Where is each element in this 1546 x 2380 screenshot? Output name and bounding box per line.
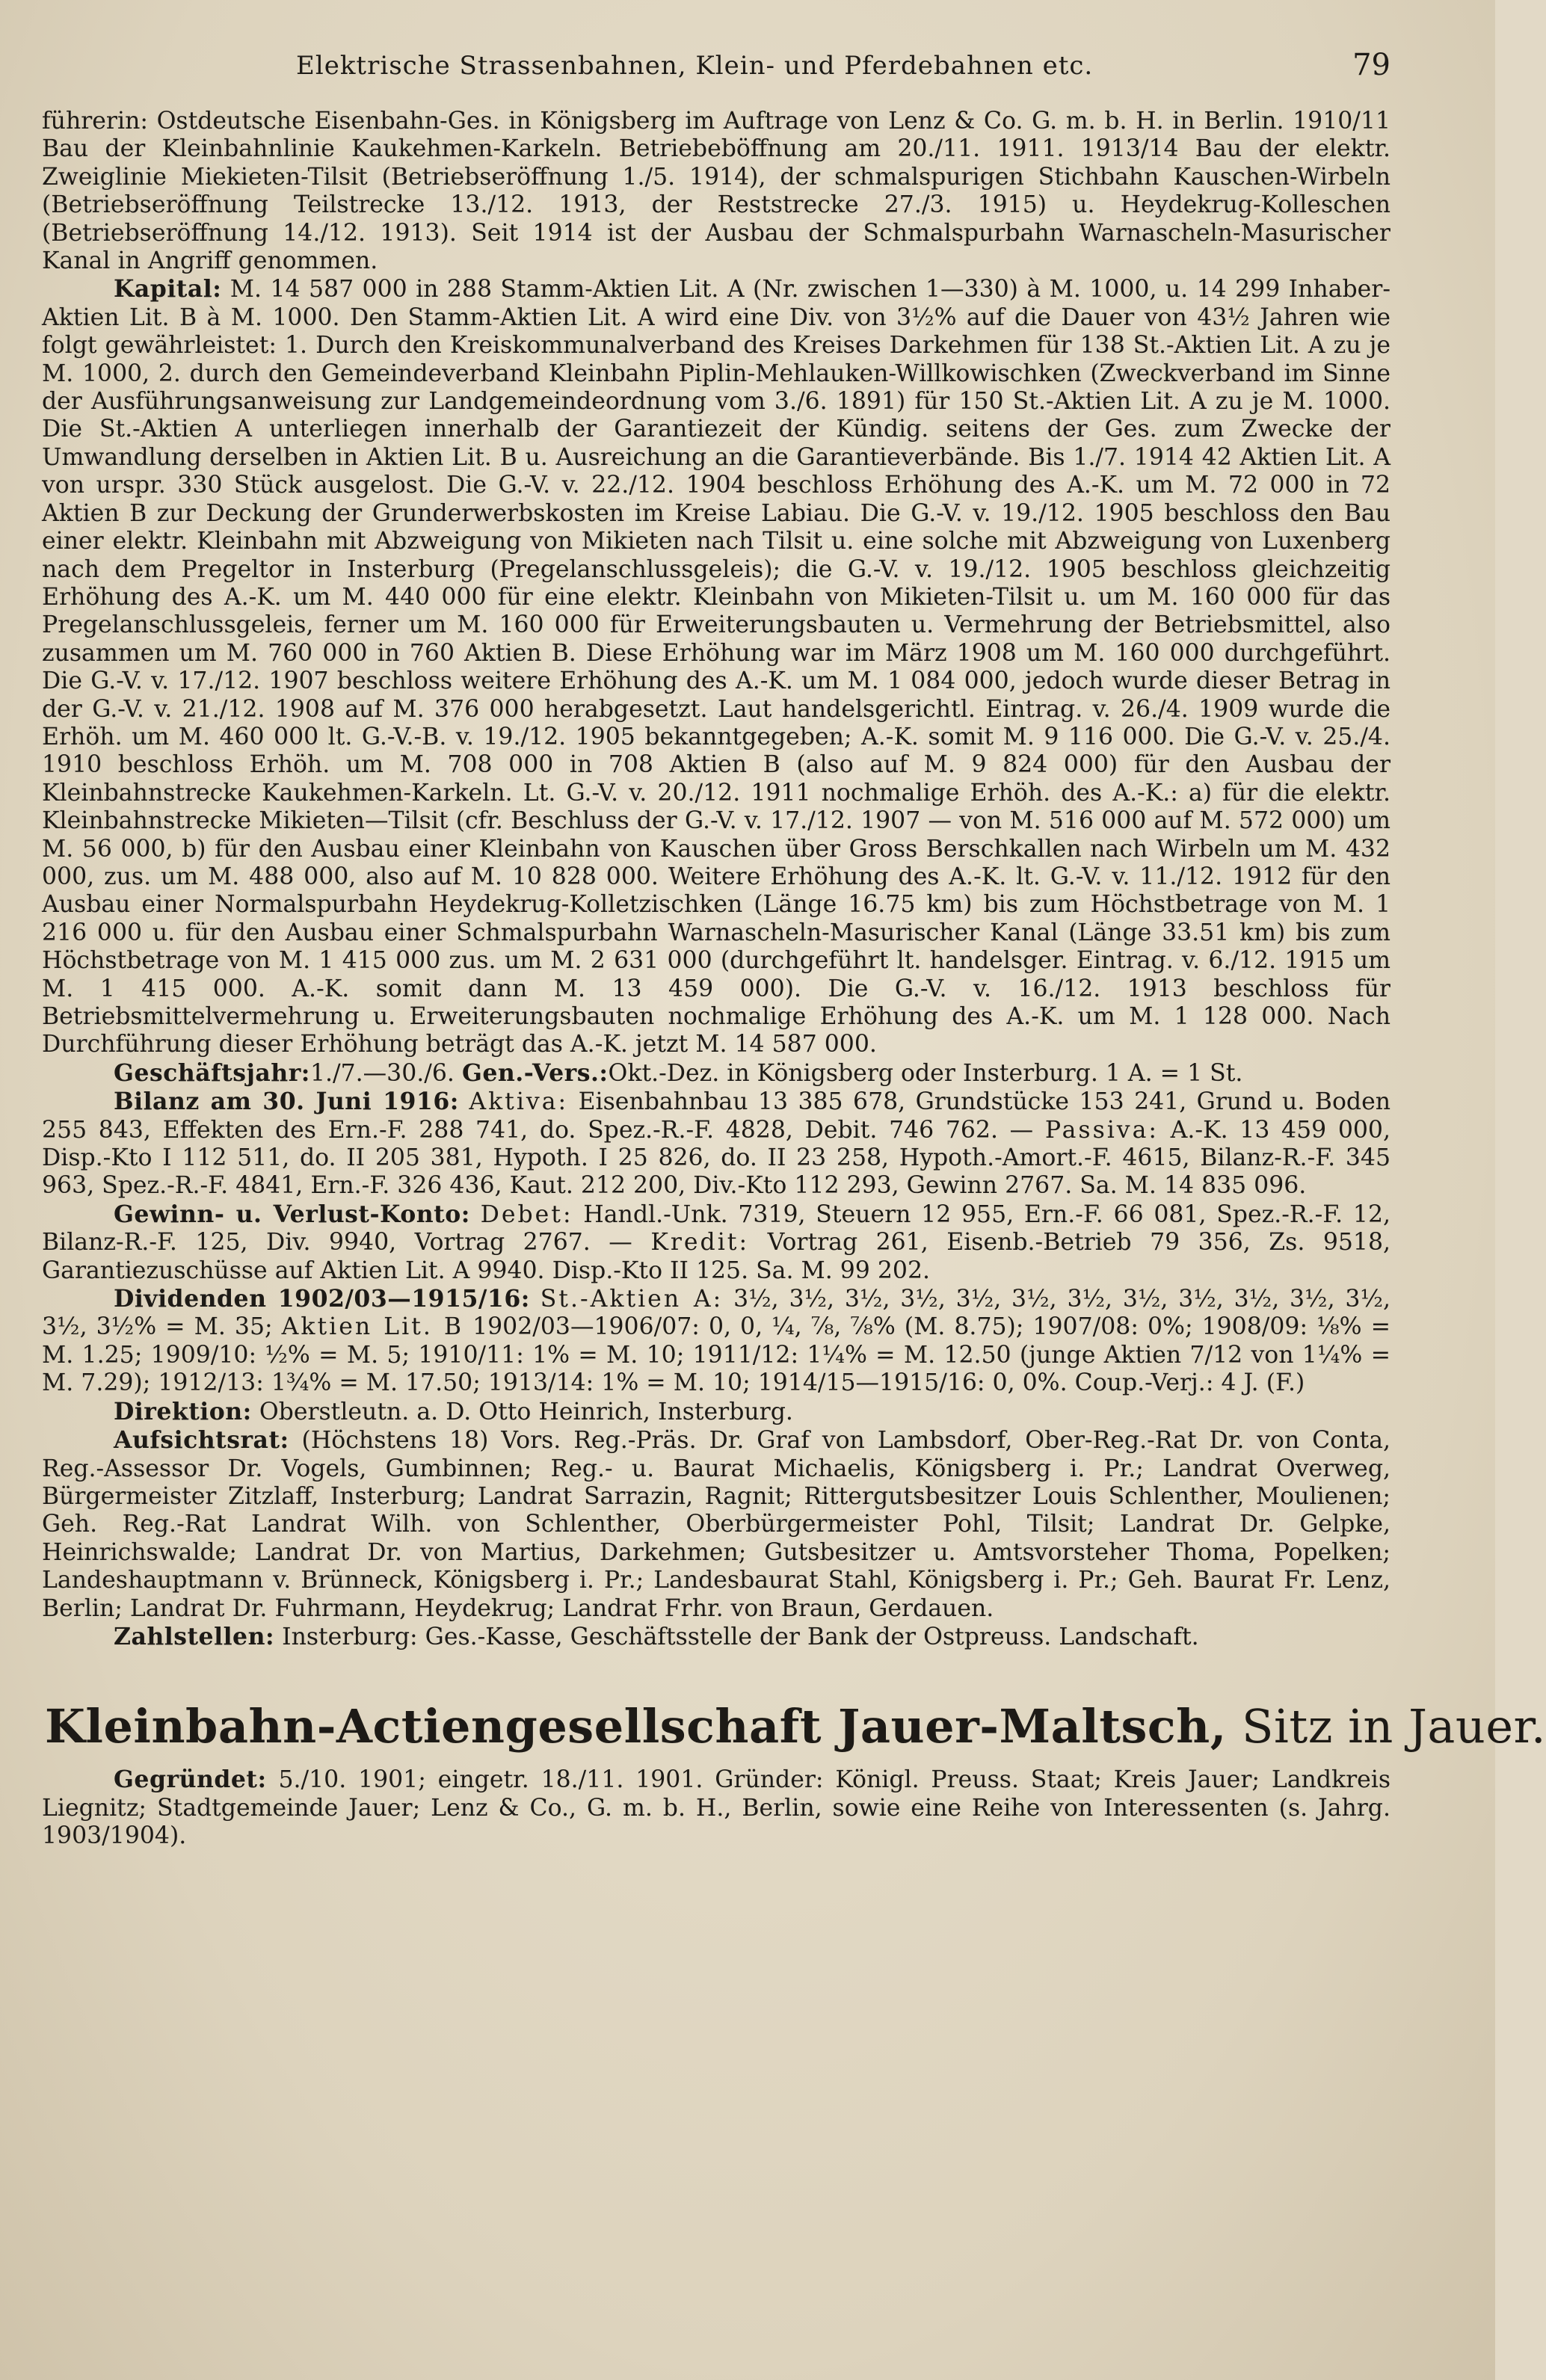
company2-entry [42,1766,1391,1850]
passiva-text: A.-K. 13 459 000, Disp.-Kto I 112 511, do. II 205 381, Hypoth. I 25 826, do. II 23 258, Hypoth.-Amort.-F. 4615, Bilanz-R.-F. 345 963, Spez.-R.-F. 4841, Ern.-F. 326 436, Kaut. 212 200, Div.-Kto 112 293, Gewinn 2767. Sa. M. 14 835 096. [42,1116,1391,1200]
kapital-text: M. 14 587 000 in 288 Stamm-Aktien Lit. A (Nr. zwischen 1—330) à M. 1000, u. 14 299 Inhaber-Aktien Lit. B à M. 1000. Den Stamm-Aktien Lit. A wird eine Div. von 3½% auf die Dauer von 43½ Jahren wie folgt gewährleistet: 1. Durch den Kreiskommunalverband des Kreises Darkehmen für 138 St.-Aktien Lit. A zu je M. 1000, 2. durch den Gemeindeverband Kleinbahn Piplin-Mehlauken-Willkowischken (Zweckverband im Sinne der Ausführungsanweisung zur Landgemeindeordnung vom 3./6. 1891) für 150 St.-Aktien Lit. A zu je M. 1000. Die St.-Aktien A unterliegen innerhalb der Garantiezeit der Kündig. seitens der Ges. zum Zwecke der Umwandlung derselben in Aktien Lit. B u. Ausreichung an die Garantieverbände. Bis 1./7. 1914 42 Aktien Lit. A von urspr. 330 Stück ausgelost. Die G.-V. v. 22./12. 1904 beschloss Erhöhung des A.-K. um M. 72 000 in 72 Aktien B zur Deckung der Grunderwerbskosten im Kreise Labiau. Die G.-V. v. 19./12. 1905 beschloss den Bau einer elektr. Kleinbahn mit Abzweigung von Mikieten nach Tilsit u. eine solche mit Abzweigung von Luxenberg nach dem Pregeltor in Insterburg (Pregelanschlussgeleis); die G.-V. v. 19./12. 1905 beschloss gleichzeitig Erhöhung des A.-K. um M. 440 000 für eine elektr. Kleinbahn von Mikieten-Tilsit u. um M. 160 000 für das Pregelanschlussgeleis, ferner um M. 160 000 für Erweiterungsbauten u. Vermehrung der Betriebsmittel, also zusammen um M. 760 000 in 760 Aktien B. Diese Erhöhung war im März 1908 um M. 160 000 durchgeführt. Die G.-V. v. 17./12. 1907 beschloss weitere Erhöhung des A.-K. um M. 1 084 000, jedoch wurde dieser Betrag in der G.-V. v. 21./12. 1908 auf M. 376 000 herabgesetzt. Laut handelsgerichtl. Eintrag. v. 26./4. 1909 wurde die Erhöh. um M. 460 000 lt. G.-V.-B. v. 19./12. 1905 bekanntgegeben; A.-K. somit M. 9 116 000. Die G.-V. v. 25./4. 1910 beschloss Erhöh. um M. 708 000 in 708 Aktien B (also auf M. 9 824 000) für den Ausbau der Kleinbahnstrecke Kaukehmen-Karkeln. Lt. G.-V. v. 20./12. 1911 nochmalige Erhöh. des A.-K.: a) für die elektr. Kleinbahnstrecke Mikieten—Tilsit (cfr. Beschluss der G.-V. v. 17./12. 1907 — von M. 516 000 auf M. 572 000) um M. 56 000, b) für den Ausbau einer Kleinbahn von Kauschen über Gross Berschkallen nach Wirbeln um M. 432 000, zus. um M. 488 000, also auf M. 10 828 000. Weitere Erhöhung des A.-K. lt. G.-V. v. 11./12. 1912 für den Ausbau einer Normalspurbahn Heydekrug-Kolletzischken (Länge 16.75 km) bis zum Höchstbetrage von M. 1 216 000 u. für den Ausbau einer Schmalspurbahn Warnascheln-Masurischer Kanal (Länge 33.51 km) bis zum Höchstbetrage von M. 1 415 000 zus. um M. 2 631 000 (durchgeführt lt. handelsger. Eintrag. v. 6./12. 1915 um M. 1 415 000. A.-K. somit dann M. 13 459 000). Die G.-V. v. 16./12. 1913 beschloss für Betriebsmittelvermehrung u. Erweiterungsbauten nochmalige Erhöhung des A.-K. um M. 1 128 000. Nach Durchführung dieser Erhöhung beträgt das A.-K. jetzt M. 14 587 000. [42,276,1391,1058]
gen-vers-text: Okt.-Dez. in Königsberg oder Insterburg. 1 A. = 1 St. [608,1059,1243,1087]
direktion-text: Oberstleutn. a. D. Otto Heinrich, Insterburg. [259,1398,793,1425]
aktien-b-label: Aktien Lit. B [281,1313,464,1341]
company2-heading [45,1699,1546,1754]
debet-label: Debet: [480,1200,573,1228]
kredit-label: Kredit: [650,1229,750,1257]
company1-entry [42,108,1391,1651]
aktiva-label: Aktiva: [469,1088,569,1116]
dividenden-section [42,1285,1391,1398]
guv-section [42,1200,1391,1285]
gegruendet-label: Gegründet: [114,1766,267,1794]
gegruendet-text: 5./10. 1901; eingetr. 18./11. 1901. Gründer: Königl. Preuss. Staat; Kreis Jauer; Landkreis Liegnitz; Stadtgemeinde Jauer; Lenz & Co., G. m. b. H., Berlin, sowie eine Reihe von Interessenten (s. Jahrg. 1903/1904). [42,1766,1391,1850]
zahlstellen-section [42,1623,1391,1651]
aufsichtsrat-text: (Höchstens 18) Vors. Reg.-Präs. Dr. Graf von Lambsdorf, Ober-Reg.-Rat Dr. von Conta, Reg.-Assessor Dr. Vogels, Gumbinnen; Reg.- u. Baurat Michaelis, Königsberg i. Pr.; Landrat Overweg, Bürgermeister Zitzlaff, Insterburg; Landrat Sarrazin, Ragnit; Rittergutsbesitzer Louis Schlenther, Moulienen; Geh. Reg.-Rat Landrat Wilh. von Schlenther, Oberbürgermeister Pohl, Tilsit; Landrat Dr. Gelpke, Heinrichswalde; Landrat Dr. von Martius, Darkehmen; Gutsbesitzer u. Amtsvorsteher Thoma, Popelken; Landeshauptmann v. Brünneck, Königsberg i. Pr.; Landesbaurat Stahl, Königsberg i. Pr.; Geh. Baurat Fr. Lenz, Berlin; Landrat Dr. Fuhrmann, Heydekrug; Landrat Frhr. von Braun, Gerdauen. [42,1427,1391,1622]
direktion-label: Direktion: [114,1397,252,1425]
st-aktien-label: St.-Aktien A: [540,1286,724,1313]
page-number: 79 [1352,48,1391,82]
aufsichtsrat-section [42,1426,1391,1623]
kapital-section [42,275,1391,1058]
zahlstellen-label: Zahlstellen: [114,1622,275,1650]
passiva-label: Passiva: [1044,1116,1159,1144]
company1-intro: führerin: Ostdeutsche Eisenbahn-Ges. in Königsberg im Auftrage von Lenz & Co. G. m. b. H. in Berlin. 1910/11 Bau der Kleinbahnlinie Kaukehmen-Karkeln. Betriebeböffnung am 20./11. 1911. 1913/14 Bau der elektr. Zweiglinie Miekieten-Tilsit (Betriebseröffnung 1./5. 1914), der schmalspurigen Stichbahn Kauschen-Wirbeln (Betriebseröffnung Teilstrecke 13./12. 1913, der Reststrecke 27./3. 1915) u. Heydekrug-Kolleschen (Betriebseröffnung 14./12. 1913). Seit 1914 ist der Ausbau der Schmalspurbahn Warnascheln-Masurischer Kanal in Angriff genommen. [42,108,1391,275]
kapital-label: Kapital: [114,275,222,303]
aufsichtsrat-label: Aufsichtsrat: [114,1426,289,1455]
page-header [42,45,1391,90]
running-title: Elektrische Strassenbahnen, Klein- und Pferdebahnen etc. [296,51,1094,81]
kredit-text: Vortrag 261, Eisenb.-Betrieb 79 356, Zs. 9518, Garantiezuschüsse auf Aktien Lit. A 9940. Disp.-Kto II 125. Sa. M. 99 202. [42,1229,1391,1284]
gen-vers-label: Gen.-Vers.: [461,1058,609,1087]
company2-seat: Sitz in Jauer. [1242,1699,1546,1754]
direktion-section [42,1398,1391,1426]
zahlstellen-text: Insterburg: Ges.-Kasse, Geschäftsstelle der Bank der Ostpreuss. Landschaft. [282,1623,1199,1650]
geschaeftsjahr-section [42,1059,1391,1088]
bilanz-section [42,1088,1391,1200]
gegruendet-section [42,1766,1391,1850]
guv-label: Gewinn- u. Verlust-Konto: [114,1200,470,1228]
st-aktien-text: 3½, 3½, 3½, 3½, 3½, 3½, 3½, 3½, 3½, 3½, 3½, 3½, 3½, 3½% = M. 35; [42,1286,1391,1341]
debet-text: Handl.-Unk. 7319, Steuern 12 955, Ern.-F. 66 081, Spez.-R.-F. 12, Bilanz-R.-F. 125, Div. 9940, Vortrag 2767. — [42,1200,1391,1257]
geschaeftsjahr-text: 1./7.—30./6. [309,1059,455,1087]
aktien-b-text: 1902/03—1906/07: 0, 0, ¼, ⅞, ⅞% (M. 8.75); 1907/08: 0%; 1908/09: ⅛% = M. 1.25; 1909/10: ½% = M. 5; 1910/11: 1% = M. 10; 1911/12: 1¼% = M. 12.50 (junge Aktien 7/12 von 1¼% = M. 7.29); 1912/13: 1¾% = M. 17.50; 1913/14: 1% = M. 10; 1914/15—1915/16: 0, 0%. Coup.-Verj.: 4 J. (F.) [42,1313,1391,1397]
aktiva-text: Eisenbahnbau 13 385 678, Grundstücke 153 241, Grund u. Boden 255 843, Effekten des Ern.-F. 288 741, do. Spez.-R.-F. 4828, Debit. 746 762. — [42,1088,1391,1144]
bilanz-label: Bilanz am 30. Juni 1916: [114,1088,459,1116]
geschaeftsjahr-label: Geschäftsjahr: [114,1058,310,1087]
dividenden-label: Dividenden 1902/03—1915/16: [114,1285,530,1313]
company2-name: Kleinbahn-Actiengesellschaft Jauer-Maltsch, [45,1699,1227,1754]
